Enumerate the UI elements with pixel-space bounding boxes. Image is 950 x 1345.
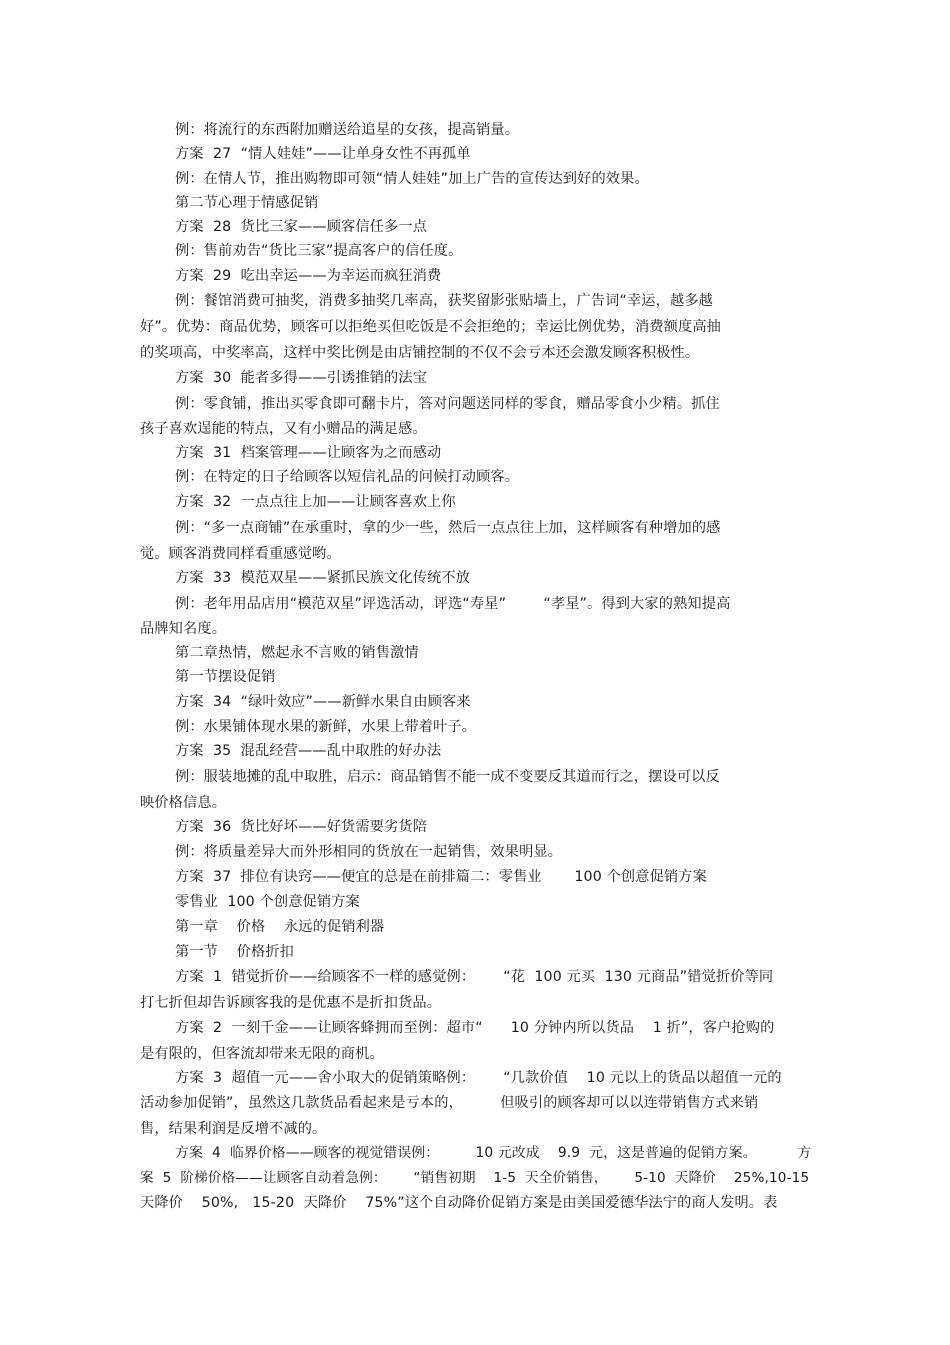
text-line: 例：水果铺体现水果的新鲜，水果上带着叶子。 [175, 719, 477, 735]
text-line: 品牌知名度。 [140, 621, 227, 637]
document-title: 零售业 100 个创意促销方案 [175, 894, 360, 910]
text-line: 例：零食铺，推出买零食即可翻卡片，答对问题送同样的零食，赠品零食小少精。抓住 [175, 396, 720, 412]
text-line: 方案 3 超值一元——舍小取大的促销策略例： “几款价值 10 元以上的货品以超值一元的 [175, 1070, 782, 1086]
text-line: 方案 37 排位有诀窍——便宜的总是在前排篇二：零售业 100 个创意促销方案 [175, 869, 707, 885]
text-line: 例：售前劝告“货比三家”提高客户的信任度。 [175, 243, 463, 259]
text-line: 方案 30 能者多得——引诱推销的法宝 [175, 370, 428, 386]
text-line: 方案 28 货比三家——顾客信任多一点 [175, 219, 428, 235]
text-line: 觉。顾客消费同样看重感觉哟。 [140, 546, 341, 562]
section-heading: 第一节摆设促销 [175, 669, 276, 685]
text-line: 例：餐馆消费可抽奖，消费多抽奖几率高，获奖留影张贴墙上，广告词“幸运，越多越 [175, 293, 713, 309]
text-line: 映价格信息。 [140, 795, 227, 811]
text-line: 方案 34 “绿叶效应”——新鲜水果自由顾客来 [175, 694, 471, 710]
text-line: 是有限的，但客流却带来无限的商机。 [140, 1046, 384, 1062]
text-line: 例：将质量差异大而外形相同的货放在一起销售，效果明显。 [175, 844, 563, 860]
text-line: 方案 29 吃出幸运——为幸运而疯狂消费 [175, 268, 442, 284]
section-heading: 第一节 价格折扣 [175, 944, 295, 960]
text-line: 好”。优势：商品优势，顾客可以拒绝买但吃饭是不会拒绝的；幸运比例优势，消费额度高抽 [140, 319, 722, 335]
text-line: 售，结果利润是反增不减的。 [140, 1121, 327, 1137]
text-line: 天降价 50%, 15-20 天降价 75%”这个自动降价促销方案是由美国爱德华法宁的商人发明。表 [140, 1195, 778, 1211]
text-line: 方案 36 货比好坏——好货需要劣货陪 [175, 819, 428, 835]
text-line: 方案 31 档案管理——让顾客为之而感动 [175, 445, 442, 461]
text-line: 方案 33 模范双星——紧抓民族文化传统不放 [175, 570, 471, 586]
text-line: 方案 32 一点点往上加——让顾客喜欢上你 [175, 494, 456, 510]
text-line: 活动参加促销”，虽然这几款货品看起来是亏本的， 但吸引的顾客却可以以连带销售方式来销 [140, 1095, 759, 1111]
text-line: 例：服装地摊的乱中取胜，启示：商品销售不能一成不变要反其道而行之，摆设可以反 [175, 769, 720, 785]
text-line: 孩子喜欢逞能的特点，又有小赠品的满足感。 [140, 421, 427, 437]
text-line: 例：在特定的日子给顾客以短信礼品的问候打动顾客。 [175, 469, 520, 485]
text-line: 方案 2 一刻千金——让顾客蜂拥而至例：超市“ 10 分钟内所以货品 1 折”，客户抢购的 [175, 1020, 775, 1036]
text-line: 例：老年用品店用“模范双星”评选活动，评选“寿星” “孝星”。得到大家的熟知提高 [175, 596, 731, 612]
chapter-heading: 第二章热情，燃起永不言败的销售激情 [175, 645, 419, 661]
text-line: 案 5 阶梯价格——让顾客自动着急例： “销售初期 1-5 天全价销售， 5-10 天降价 25%,10-15 [140, 1170, 810, 1186]
text-line: 打七折但却告诉顾客我的是优惠不是折扣货品。 [140, 995, 442, 1011]
text-line: 例：将流行的东西附加赠送给追星的女孩，提高销量。 [175, 122, 520, 138]
text-line: 的奖项高，中奖率高，这样中奖比例是由店铺控制的不仅不会亏本还会激发顾客积极性。 [140, 345, 700, 361]
text-line: 例：“多一点商铺”在承重时，拿的少一些，然后一点点往上加，这样顾客有种增加的感 [175, 520, 721, 536]
text-line: 例：在情人节，推出购物即可领“情人娃娃”加上广告的宣传达到好的效果。 [175, 171, 649, 187]
text-line: 方案 35 混乱经营——乱中取胜的好办法 [175, 743, 442, 759]
text-line: 方案 1 错觉折价——给顾客不一样的感觉例： “花 100 元买 130 元商品”错觉折价等同 [175, 969, 774, 985]
text-line: 第二节心理于情感促销 [175, 195, 319, 211]
text-line: 方案 4 临界价格——顾客的视觉错误例： 10 元改成 9.9 元，这是普遍的促销方案。 方 [175, 1145, 812, 1161]
chapter-heading: 第一章 价格 永远的促销利器 [175, 919, 385, 935]
text-line: 方案 27 “情人娃娃”——让单身女性不再孤单 [175, 146, 471, 162]
